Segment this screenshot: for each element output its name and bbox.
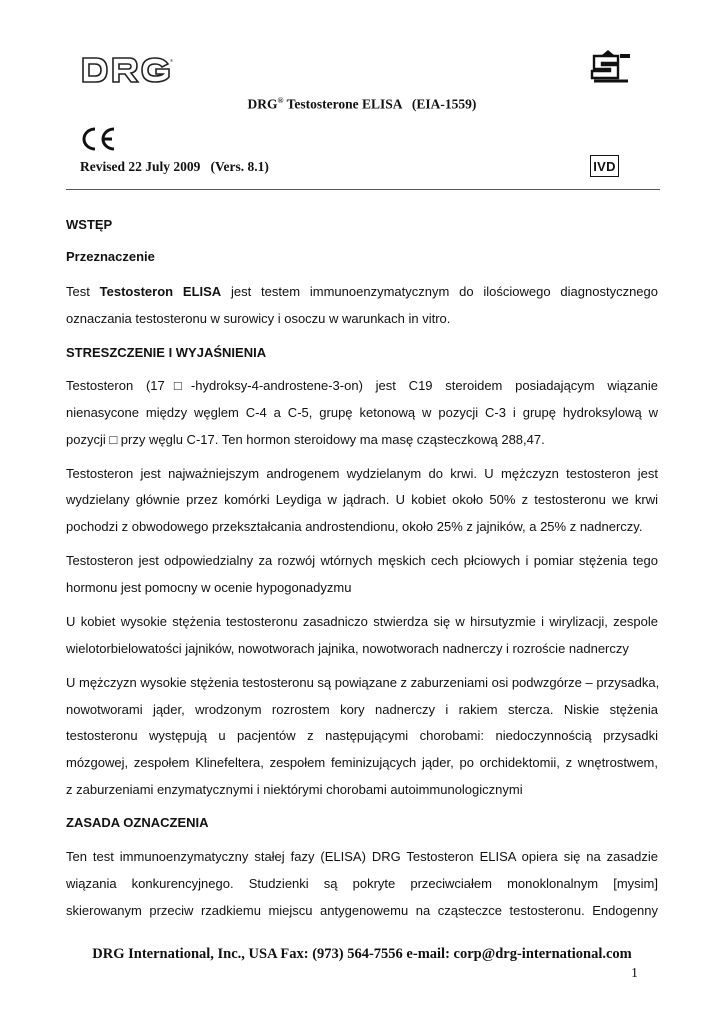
paragraph-line: Ten test immunoenzymatyczny stałej fazy (ELISA) DRG Testosteron ELISA opiera się na zasadzie [66,849,658,864]
paragraph-line: pochodzi z obwodowego przekształcania androstendionu, około 25% z jajników, a 25% z nadnerczy. [66,519,643,534]
paragraph-line: skierowanym przeciw rzadkiemu miejscu antygenowemu na cząsteczce testosteronu. Endogenny [66,903,658,918]
footer-contact: DRG International, Inc., USA Fax: (973) 564-7556 e-mail: corp@drg-international.com [92,946,632,962]
paragraph-line: Testosteron jest odpowiedzialny za rozwój wtórnych męskich cech płciowych i pomiar stężenia tego [66,553,658,568]
paragraph-line: wiązania konkurencyjnego. Studzienki są pokryte przeciwciałem monoklonalnym [mysim] [66,876,658,891]
paragraph-line: hormonu jest pomocny w ocenie hypogonadyzmu [66,580,352,595]
paragraph-line: mózgowej, zespołem Klinefeltera, zespołem feminizujących jąder, po orchidektomii, z wnętrostwem, [66,755,658,770]
paragraph-line: z zaburzeniami enzymatycznymi i niektórymi chorobami autoimmunologicznymi [66,782,523,797]
paragraph-line: U mężczyzn wysokie stężenia testosteronu są powiązane z zaburzeniami osi podwzgórze – przysadka, [66,675,660,690]
drg-symbol-logo [588,50,636,84]
paragraph-line: Testosteron (17□-hydroksy-4-androstene-3-on) jest C19 steroidem posiadającym wiązanie [66,378,658,393]
paragraph-line: wielotorbielowatości jajników, nowotworach jajnika, nowotworach nadnerczy i rozroście nadnerczy [66,641,629,656]
drg-logo [80,55,174,85]
section-heading-purpose: Przeznaczenie [66,249,155,264]
paragraph-line: nienasycone między węglem C-4 a C-5, grupę ketonową w pozycji C-3 i grupę hydroksylową w [66,405,658,420]
section-heading-summary: STRESZCZENIE I WYJAŚNIENIA [66,345,267,360]
page-number: 1 [631,966,638,981]
paragraph-line: nowotworami jąder, wrodzonym rozrostem kory nadnerczy i rakiem stercza. Niskie stężenia [66,702,658,717]
purpose-line: oznaczania testosteronu w surowicy i osoczu w warunkach in vitro. [66,311,451,326]
section-heading-intro: WSTĘP [66,217,113,232]
paragraph-line: wydzielany głównie przez komórki Leydiga w jądrach. U kobiet około 50% z testosteronu we krwi [66,492,658,507]
document-title: DRG® Testosterone ELISA (EIA-1559) [247,96,477,112]
header-divider [66,189,660,190]
paragraph-line: Testosteron jest najważniejszym androgenem wydzielanym do krwi. U mężczyzn testosteron jest [66,466,658,481]
svg-text:®: ® [170,58,173,63]
paragraph-line: U kobiet wysokie stężenia testosteronu zasadniczo stwierdza się w hirsutyzmie i wirylizacji, zespole [66,614,658,629]
ivd-symbol: IVD [590,155,619,177]
section-heading-principle: ZASADA OZNACZENIA [66,815,209,830]
ce-mark-icon [79,126,117,152]
paragraph-line: testosteronu występują u pacjentów z następującymi chorobami: niedoczynnością przysadki [66,728,658,743]
revision-date: Revised 22 July 2009 (Vers. 8.1) [80,159,269,174]
paragraph-line: pozycji □ przy węglu C-17. Ten hormon steroidowy ma masę cząsteczkową 288,47. [66,432,545,447]
purpose-line: Test Testosteron ELISA jest testem immunoenzymatycznym do ilościowego diagnostycznego [66,284,658,299]
